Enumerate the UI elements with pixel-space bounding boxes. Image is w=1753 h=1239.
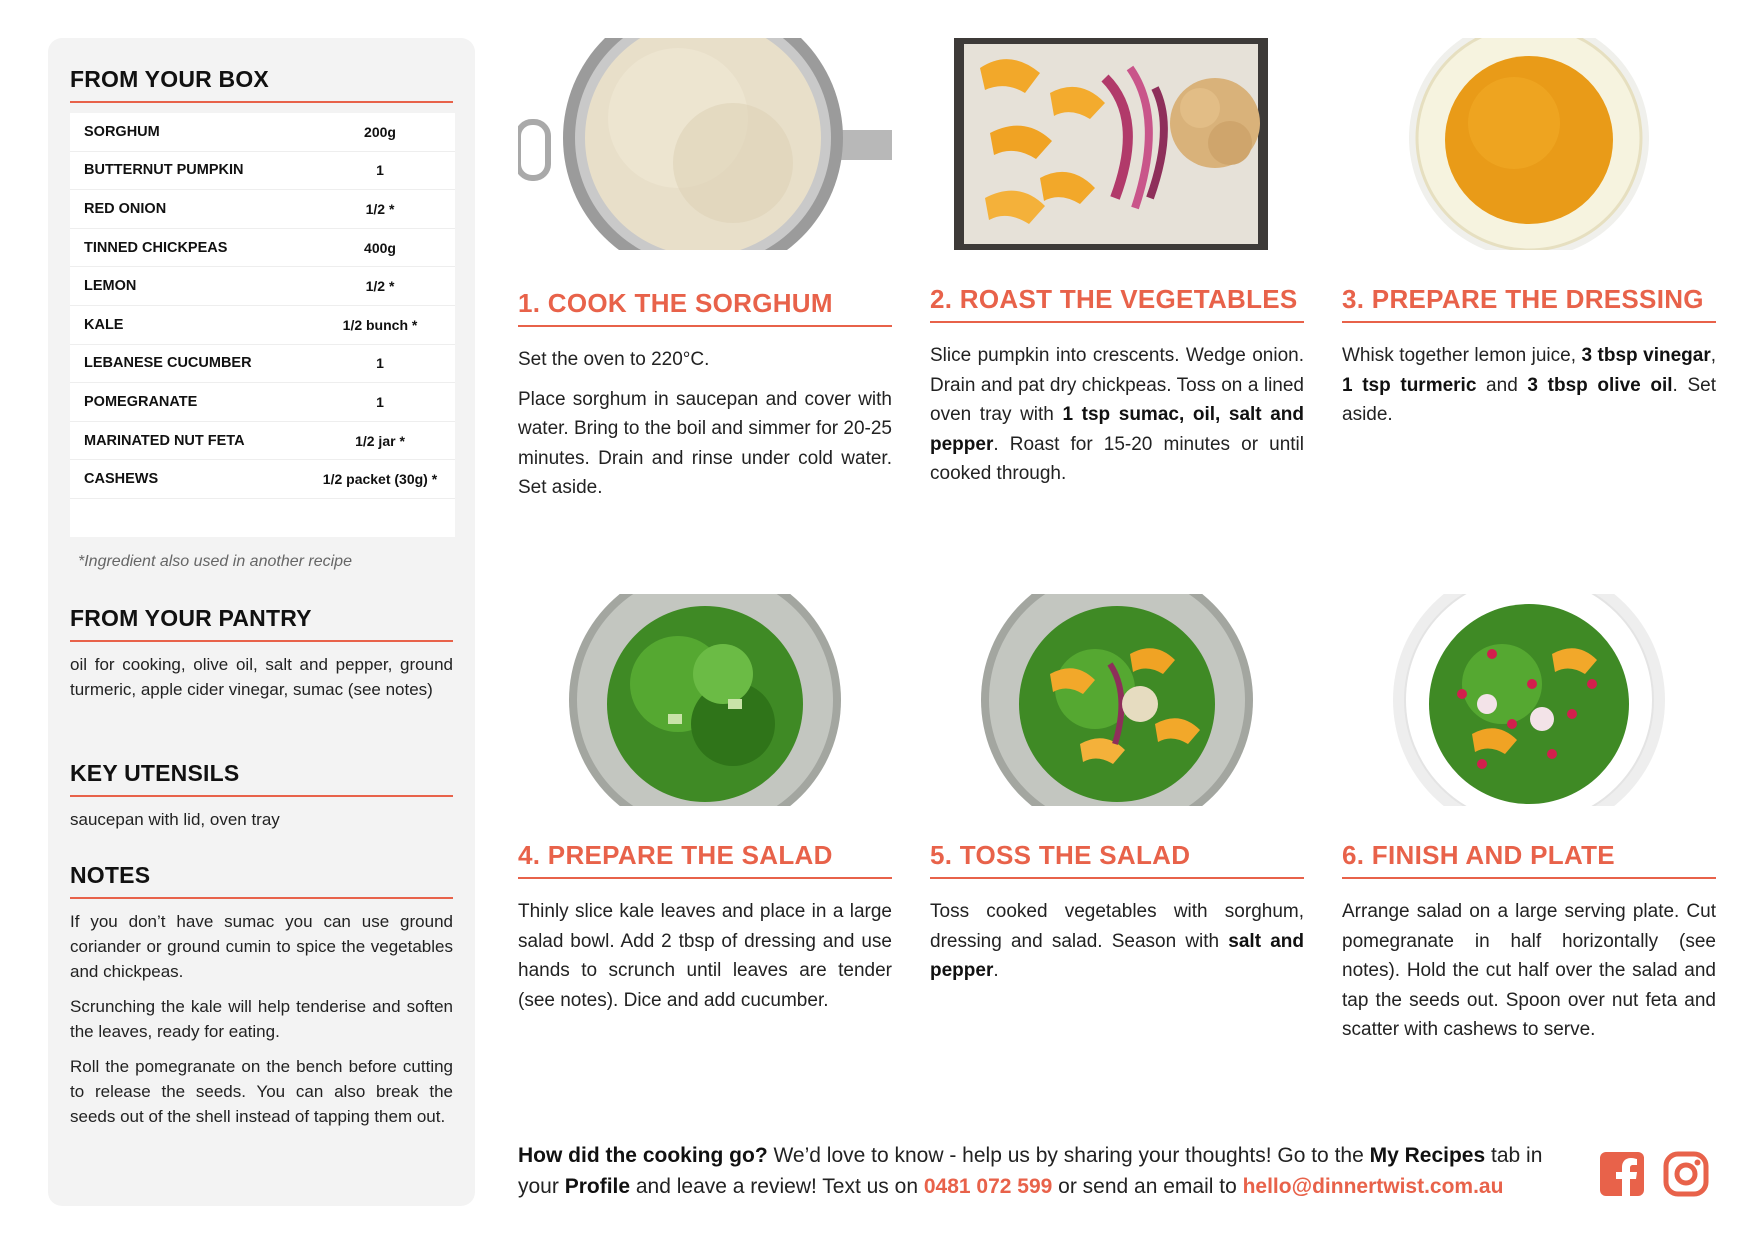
ingredient-qty: 1/2 bunch * (342, 316, 418, 333)
step-3-paragraph: Whisk together lemon juice, 3 tbsp vinegar, 1 tsp turmeric and 3 tbsp olive oil. Set aside. (1342, 345, 1716, 425)
step-5-text (930, 897, 1304, 986)
ingredient-qty: 200g (364, 123, 396, 140)
ingredient-table (70, 113, 455, 537)
step-4 (518, 594, 892, 1025)
ingredient-name: TINNED CHICKPEAS (84, 239, 228, 256)
table-row (70, 267, 455, 306)
step-6 (1342, 594, 1716, 1055)
note-paragraph: If you don’t have sumac you can use ground coriander or ground cumin to spice the vegetables and chickpeas. (70, 911, 453, 981)
utensils-text: saucepan with lid, oven tray (70, 809, 280, 829)
ingredient-qty: 1/2 packet (30g) * (322, 471, 438, 488)
ingredient-name: LEMON (84, 278, 137, 295)
step-6-text (1342, 897, 1716, 1045)
step-3-photo (1342, 38, 1716, 250)
step-1-text (518, 345, 892, 503)
ingredient-qty: 1/2 * (365, 278, 395, 295)
step-3-text (1342, 341, 1716, 430)
ingredient-name: MARINATED NUT FETA (84, 432, 245, 449)
table-row (70, 152, 455, 191)
ingredient-name: POMEGRANATE (84, 393, 198, 410)
step-3 (1342, 38, 1716, 440)
table-row (70, 460, 455, 499)
ingredient-qty: 1/2 * (365, 200, 395, 217)
box-heading: FROM YOUR BOX (70, 66, 453, 103)
ingredient-name: LEBANESE CUCUMBER (84, 355, 252, 372)
ingredient-name: RED ONION (84, 200, 167, 217)
notes-text (70, 909, 453, 1129)
table-row (70, 190, 455, 229)
pantry-section (70, 605, 453, 702)
ingredient-qty: 1/2 jar * (355, 432, 405, 449)
step-4-text (518, 897, 892, 1015)
pantry-text: oil for cooking, olive oil, salt and pepper, ground turmeric, apple cider vinegar, sumac (see notes) (70, 654, 453, 699)
step-5-paragraph: Toss cooked vegetables with sorghum, dressing and salad. Season with salt and pepper. (930, 901, 1304, 981)
note-paragraph: Scrunching the kale will help tenderise and soften the leaves, ready for eating. (70, 996, 453, 1041)
phone-link[interactable]: 0481 072 599 (923, 1175, 1053, 1198)
ingredient-name: CASHEWS (84, 471, 159, 488)
step-4-title: 4. PREPARE THE SALAD (518, 840, 892, 879)
notes-section (70, 862, 453, 1129)
table-row (70, 422, 455, 461)
step-2 (930, 38, 1304, 499)
ingredient-name: SORGHUM (84, 123, 160, 140)
ingredient-qty: 1 (376, 393, 384, 410)
pantry-heading: FROM YOUR PANTRY (70, 605, 453, 642)
step-2-photo (930, 38, 1304, 250)
step-6-photo (1342, 594, 1716, 806)
table-row (70, 306, 455, 345)
note-paragraph: Roll the pomegranate on the bench before cutting to release the seeds. You can also break the seeds out of the shell instead of tapping them out. (70, 1056, 453, 1126)
step-1-photo (518, 38, 892, 250)
ingredient-qty: 400g (364, 239, 396, 256)
notes-heading: NOTES (70, 862, 453, 899)
step-1 (518, 38, 892, 513)
feedback-message: How did the cooking go? We’d love to know - help us by sharing your thoughts! Go to the My Recipes tab in your Profile and leave a review! Text us on 0481 072 599 or send an email to hello@dinnertwist.com.au (518, 1144, 1543, 1198)
table-row (70, 345, 455, 384)
step-2-text (930, 341, 1304, 489)
step-1-paragraph: Place sorghum in saucepan and cover with water. Bring to the boil and simmer for 20-25 minutes. Drain and rinse under cold water. Set aside. (518, 388, 892, 498)
step-1-title: 1. COOK THE SORGHUM (518, 288, 892, 327)
utensils-section (70, 760, 453, 832)
step-5-photo (930, 594, 1304, 806)
ingredients-panel (48, 38, 475, 1206)
ingredient-qty: 1 (376, 162, 384, 179)
facebook-icon[interactable] (1598, 1150, 1646, 1198)
ingredient-name: KALE (84, 316, 124, 333)
step-1-paragraph: Set the oven to 220°C. (518, 349, 710, 370)
step-4-paragraph: Thinly slice kale leaves and place in a large salad bowl. Add 2 tbsp of dressing and use hands to scrunch until leaves are tender (see notes). Dice and add cucumber. (518, 901, 892, 1011)
instagram-icon[interactable] (1662, 1150, 1710, 1198)
email-link[interactable]: hello@dinnertwist.com.au (1242, 1175, 1504, 1198)
utensils-heading: KEY UTENSILS (70, 760, 453, 797)
ingredient-qty: 1 (376, 355, 384, 372)
step-5 (930, 594, 1304, 996)
step-5-title: 5. TOSS THE SALAD (930, 840, 1304, 879)
step-2-paragraph: Slice pumpkin into crescents. Wedge onion. Drain and pat dry chickpeas. Toss on a lined oven tray with 1 tsp sumac, oil, salt and pepper. Roast for 15-20 minutes or until cooked through. (930, 345, 1305, 484)
ingredient-footnote: *Ingredient also used in another recipe (78, 552, 352, 570)
step-2-title: 2. ROAST THE VEGETABLES (930, 284, 1304, 323)
step-3-title: 3. PREPARE THE DRESSING (1342, 284, 1716, 323)
step-6-paragraph: Arrange salad on a large serving plate. Cut pomegranate in half horizontally (see notes). Hold the cut half over the salad and tap the seeds out. Spoon over nut feta and scatter with cashews to serve. (1342, 901, 1716, 1040)
table-row (70, 113, 455, 152)
step-4-photo (518, 594, 892, 806)
step-6-title: 6. FINISH AND PLATE (1342, 840, 1716, 879)
table-row (70, 229, 455, 268)
ingredient-name: BUTTERNUT PUMPKIN (84, 162, 244, 179)
table-row (70, 383, 455, 422)
